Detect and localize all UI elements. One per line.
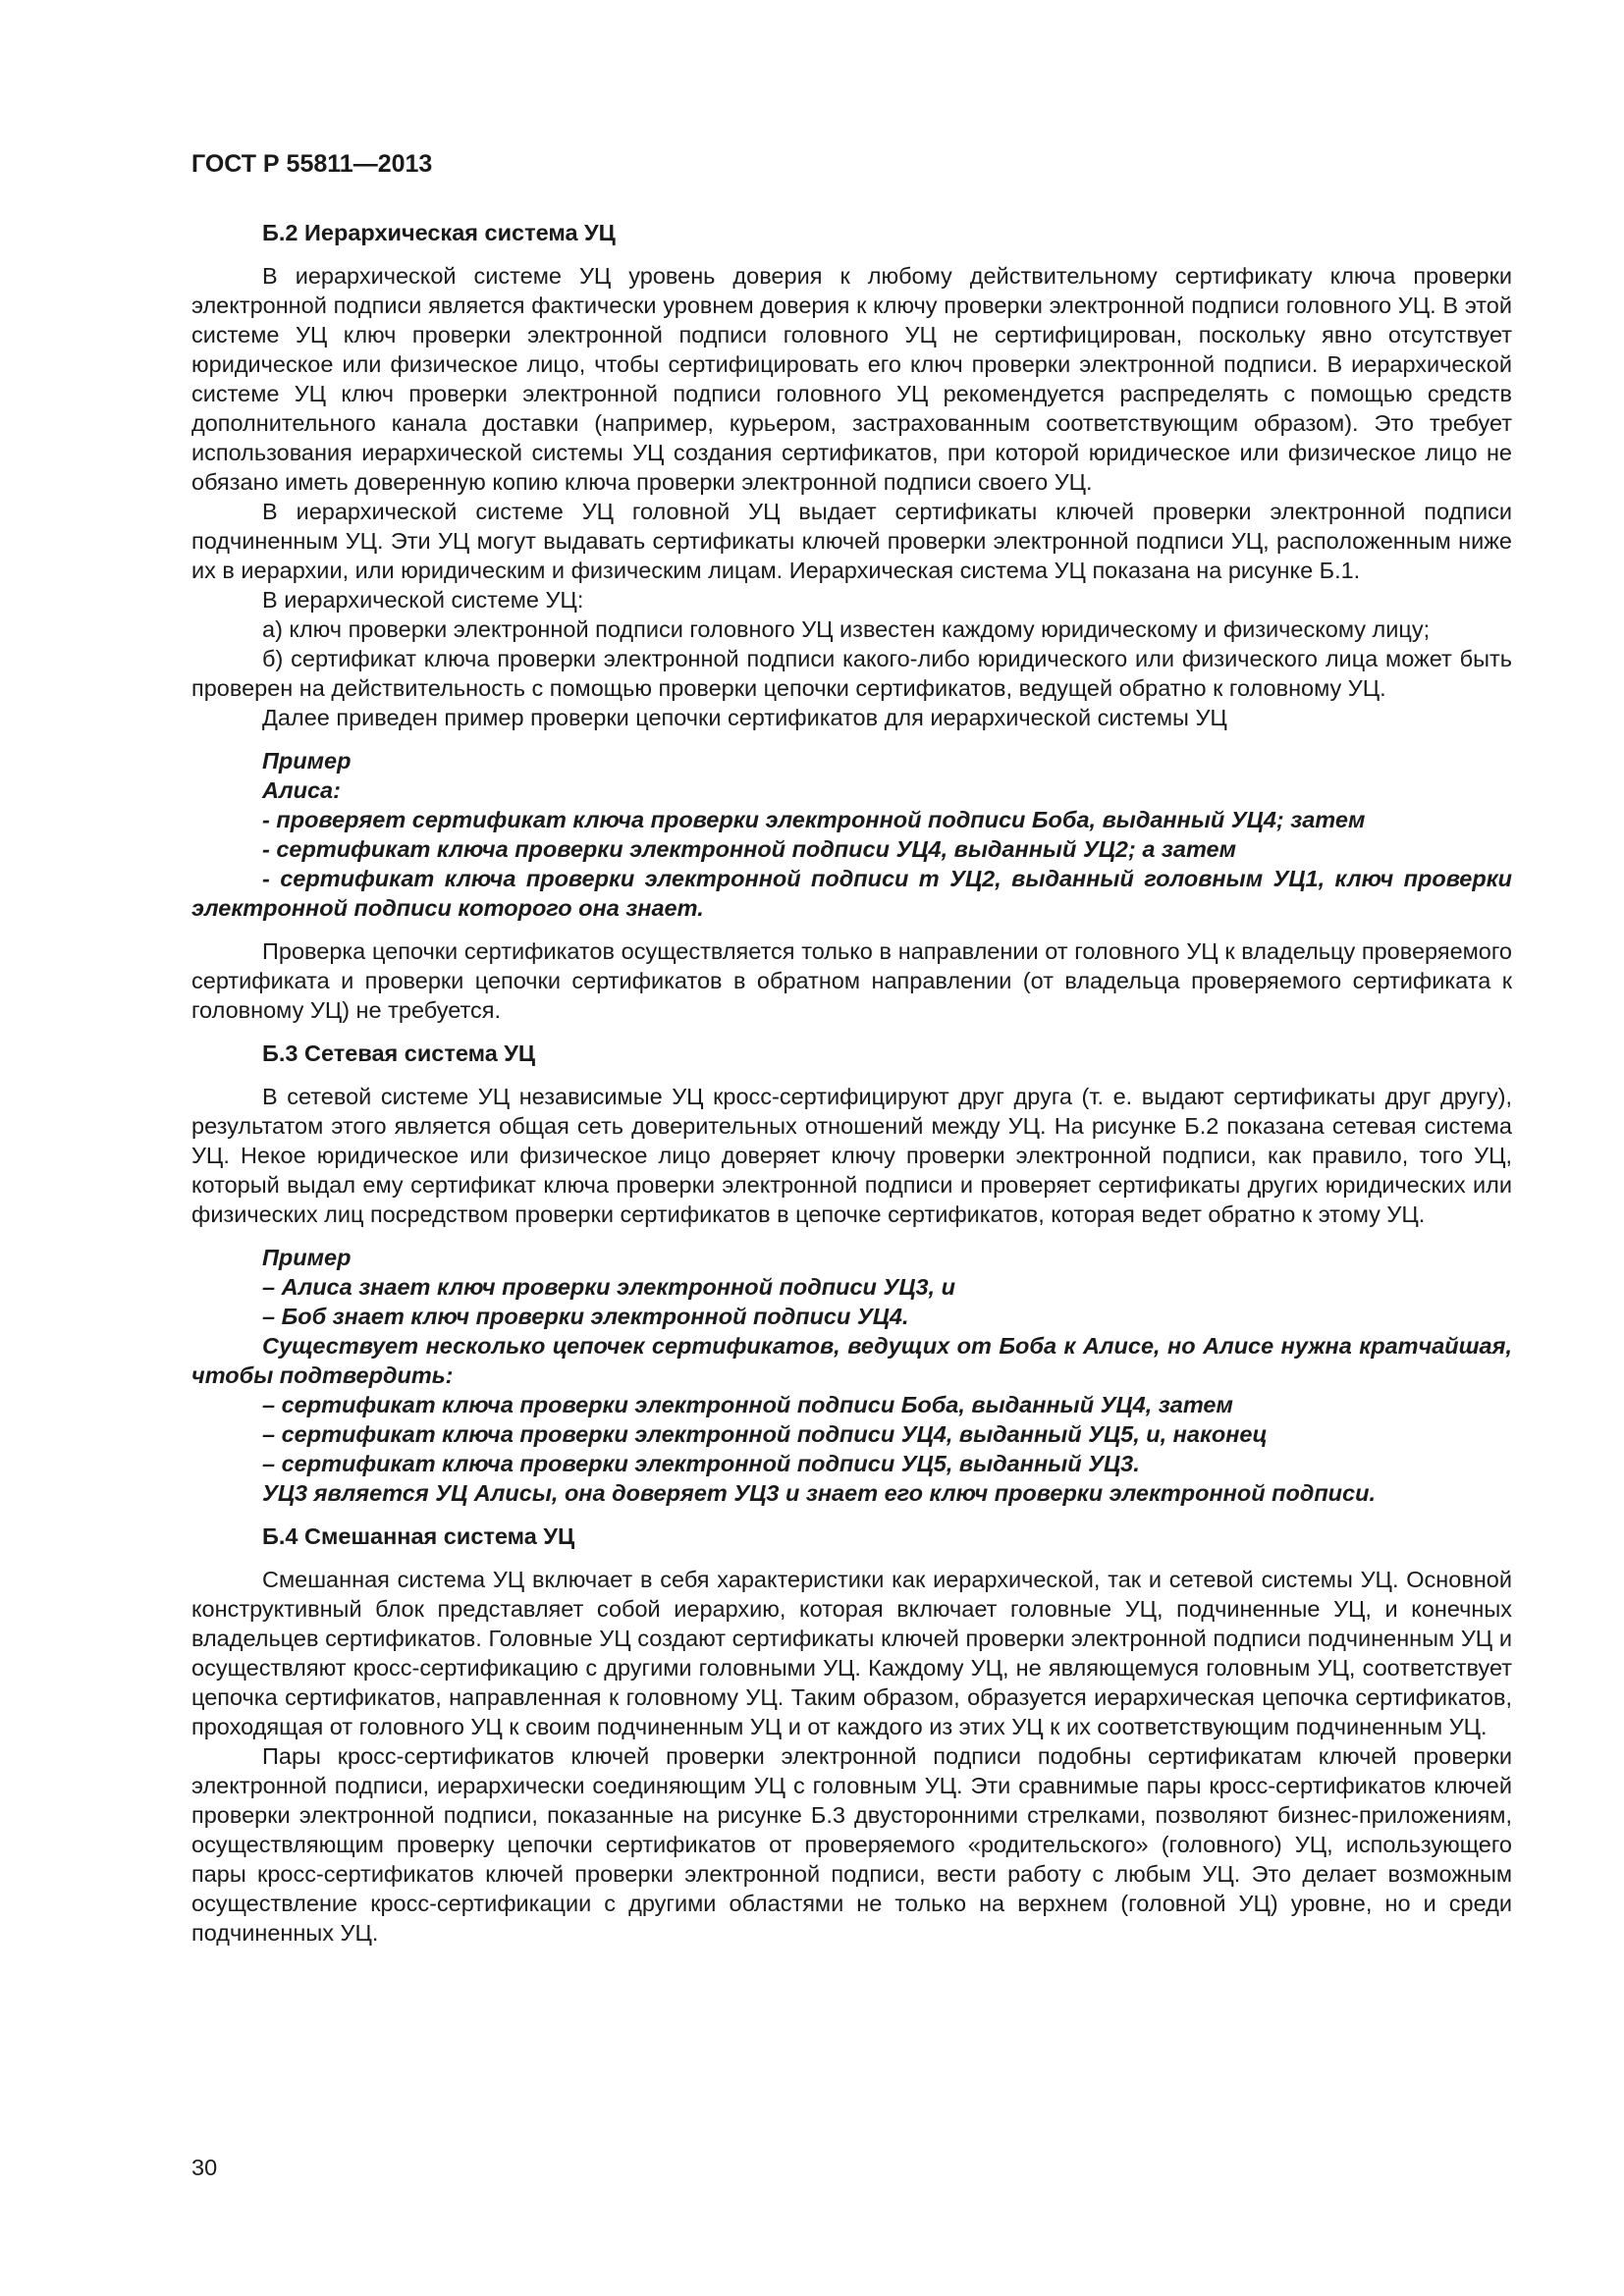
example-line: – Алиса знает ключ проверки электронной подписи УЦ3, и — [262, 1274, 955, 1300]
section-heading-b4: Б.4 Смешанная система УЦ — [262, 1523, 575, 1549]
paragraph: Далее приведен пример проверки цепочки сертификатов для иерархической системы УЦ — [262, 705, 1227, 730]
paragraph: Пары кросс-сертификатов ключей проверки электронной подписи подобны сертификатам ключей проверки электронной подписи, иерархически соединяющим УЦ с головным УЦ. Эти сравнимые пары кросс-сертификатов ключей проверки электронной подписи, показанные на рисунке Б.3 двусторонними стрелками, позволяют бизнес-приложениям, осуществляющим проверку цепочки сертификатов от проверяемого «родительского» (головного) УЦ, использующего пары кросс-сертификатов ключей проверки электронной подписи, вести работу с любым УЦ. Это делает возможным осуществление кросс-сертификации с другими областями не только на верхнем (головной УЦ) уровне, но и среди подчиненных УЦ. — [191, 1743, 1512, 1946]
paragraph: В иерархической системе УЦ уровень доверия к любому действительному сертификату ключа проверки электронной подписи является фактически уровнем доверия к ключу проверки электронной подписи головного УЦ. В этой системе УЦ ключ проверки электронной подписи головного УЦ не сертифицирован, поскольку явно отсутствует юридическое или физическое лицо, чтобы сертифицировать его ключ проверки электронной подписи. В иерархической системе УЦ ключ проверки электронной подписи головного УЦ рекомендуется распределять с помощью средств дополнительного канала доставки (например, курьером, застрахованным соответствующим образом). Это требует использования иерархической системы УЦ создания сертификатов, при которой юридическое или физическое лицо не обязано иметь доверенную копию ключа проверки электронной подписи своего УЦ. — [191, 263, 1512, 495]
example-line: Существует несколько цепочек сертификатов, ведущих от Боба к Алисе, но Алисе нужна кратчайшая, чтобы подтвердить: — [191, 1333, 1512, 1388]
paragraph: В сетевой системе УЦ независимые УЦ кросс-сертифицируют друг друга (т. е. выдают сертификаты друг другу), результатом этого является общая сеть доверительных отношений между УЦ. На рисунке Б.2 показана сетевая система УЦ. Некое юридическое или физическое лицо доверяет ключу проверки электронной подписи, как правило, того УЦ, который выдал ему сертификат ключа проверки электронной подписи и проверяет сертификаты других юридических или физических лиц посредством проверки сертификатов в цепочке сертификатов, которая ведет обратно к этому УЦ. — [191, 1084, 1512, 1227]
example-block-b2 — [191, 746, 1512, 923]
example-line: - сертификат ключа проверки электронной подписи УЦ4, выданный УЦ2; а затем — [262, 836, 1237, 862]
example-line: УЦ3 является УЦ Алисы, она доверяет УЦ3 и знает его ключ проверки электронной подписи. — [262, 1480, 1376, 1506]
standard-header: ГОСТ Р 55811—2013 — [191, 150, 433, 178]
paragraph: Проверка цепочки сертификатов осуществляется только в направлении от головного УЦ к владельцу проверяемого сертификата и проверки цепочки сертификатов в обратном направлении (от владельца проверяемого сертификата к головному УЦ) не требуется. — [191, 938, 1512, 1023]
example-block-b3 — [191, 1243, 1512, 1508]
section-heading-b2: Б.2 Иерархическая система УЦ — [262, 220, 616, 245]
paragraph: Смешанная система УЦ включает в себя характеристики как иерархической, так и сетевой системы УЦ. Основной конструктивный блок представляет собой иерархию, которая включает головные УЦ, подчиненные УЦ, и конечных владельцев сертификатов. Головные УЦ создают сертификаты ключей проверки электронной подписи подчиненным УЦ и осуществляют кросс-сертификацию с другими головными УЦ. Каждому УЦ, не являющемуся головным УЦ, соответствует цепочка сертификатов, направленная к головному УЦ. Таким образом, образуется иерархическая цепочка сертификатов, проходящая от головного УЦ к своим подчиненным УЦ и от каждого из этих УЦ к их соответствующим подчиненным УЦ. — [191, 1567, 1512, 1739]
example-line: - проверяет сертификат ключа проверки электронной подписи Боба, выданный УЦ4; затем — [262, 807, 1366, 832]
example-line: Пример — [262, 748, 352, 774]
list-item: б) сертификат ключа проверки электронной подписи какого-либо юридического или физического лица может быть проверен на действительность с помощью проверки цепочки сертификатов, ведущей обратно к головному УЦ. — [191, 646, 1512, 701]
example-line: Пример — [262, 1245, 352, 1270]
page-number: 30 — [191, 2155, 218, 2180]
example-line: - сертификат ключа проверки электронной подписи т УЦ2, выданный головным УЦ1, ключ проверки электронной подписи которого она знает. — [191, 866, 1512, 921]
list-item: а) ключ проверки электронной подписи головного УЦ известен каждому юридическому и физическому лицу; — [262, 616, 1431, 642]
section-heading-b3: Б.3 Сетевая система УЦ — [262, 1041, 536, 1066]
example-line: – сертификат ключа проверки электронной подписи УЦ5, выданный УЦ3. — [262, 1451, 1140, 1476]
paragraph: В иерархической системе УЦ головной УЦ выдает сертификаты ключей проверки электронной подписи подчиненным УЦ. Эти УЦ могут выдавать сертификаты ключей проверки электронной подписи УЦ, расположенным ниже их в иерархии, или юридическим и физическим лицам. Иерархическая система УЦ показана на рисунке Б.1. — [191, 499, 1512, 583]
example-line: – Боб знает ключ проверки электронной подписи УЦ4. — [262, 1304, 909, 1329]
paragraph: В иерархической системе УЦ: — [262, 587, 584, 613]
example-line: Алиса: — [262, 777, 341, 803]
example-line: – сертификат ключа проверки электронной подписи УЦ4, выданный УЦ5, и, наконец — [262, 1421, 1268, 1447]
example-line: – сертификат ключа проверки электронной подписи Боба, выданный УЦ4, затем — [262, 1392, 1233, 1417]
page-content — [191, 218, 1512, 1948]
